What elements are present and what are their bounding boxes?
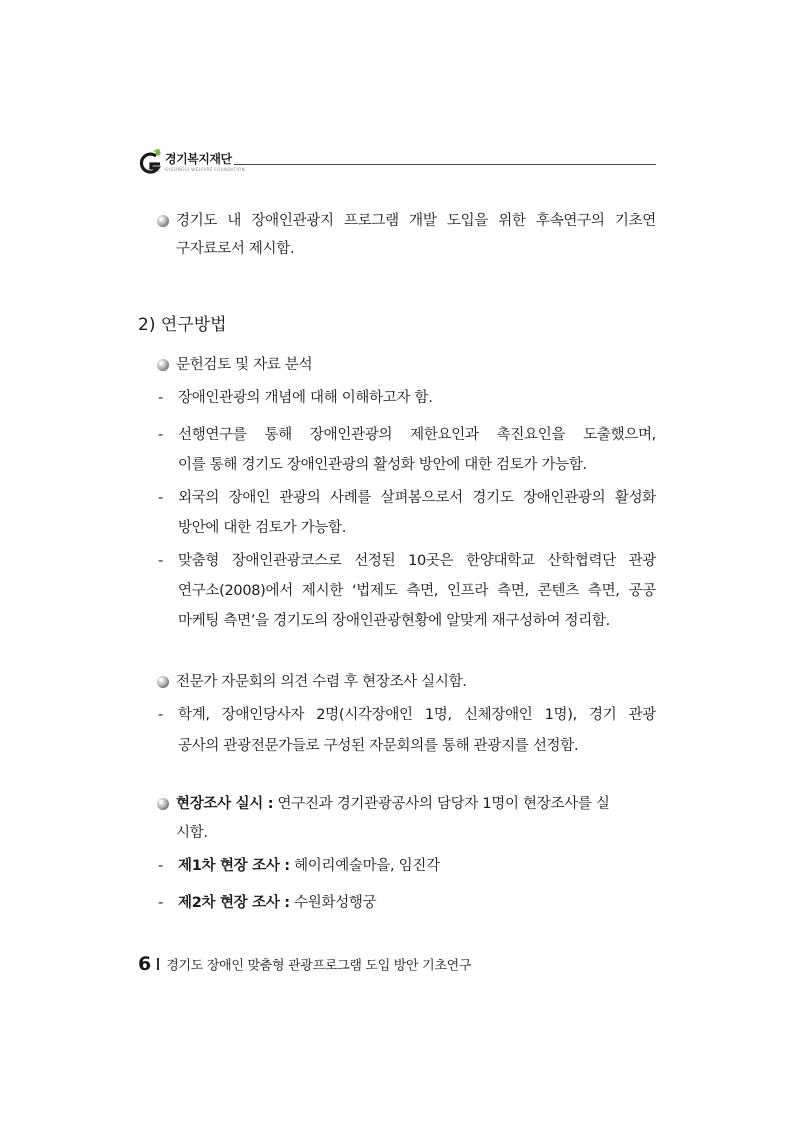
page-header [138,147,656,179]
group1-dash2-line1: 선행연구를 통해 장애인관광의 제한요인과 촉진요인을 도출했으며, [178,427,656,443]
group3-dash1-label: 제1차 현장 조사 : [178,858,290,874]
footer-doc-title: 경기도 장애인 맞춤형 관광프로그램 도입 방안 기초연구 [166,958,472,974]
group1-bullet: 문헌검토 및 자료 분석 [176,357,313,373]
bullet-icon [156,214,170,228]
intro-line-2: 구자료로서 제시함. [176,241,295,257]
group3-dash2-text: 수원화성행궁 [289,895,377,911]
group2-dash1-line1: 학계, 장애인당사자 2명(시각장애인 1명, 신체장애인 1명), 경기 관광 [178,707,656,723]
org-subtitle: GYEONGGI WELFARE FOUNDATION [165,167,245,172]
dash-marker: - [158,390,164,406]
group1-dash1: 장애인관광의 개념에 대해 이해하고자 함. [178,390,433,406]
group3-dash2-label: 제2차 현장 조사 : [178,895,290,911]
group1-dash3-line1: 외국의 장애인 관광의 사례를 살펴봄으로서 경기도 장애인관광의 활성화 [178,490,656,506]
group3-dash1 [178,856,440,876]
bullet-icon [156,675,170,689]
dash-marker: - [158,858,164,874]
footer-divider [157,958,159,970]
dash-marker: - [158,427,164,443]
group3-bullet [176,794,656,814]
group1-dash2-line2: 이를 통해 경기도 장애인관광의 활성화 방안에 대한 검토가 가능함. [178,457,587,473]
group3-dash2 [178,893,376,913]
group3-bullet-line2: 시함. [176,825,208,841]
group3-dash1-text: 헤이리예술마을, 임진각 [289,858,440,874]
dash-marker: - [158,895,164,911]
group1-dash4-line1: 맞춤형 장애인관광코스로 선정된 10곳은 한양대학교 산학협력단 관광 [178,553,656,569]
page-footer [138,953,471,977]
section-title: 2) 연구방법 [138,315,227,335]
page-number: 6 [138,953,152,975]
dash-marker: - [158,490,164,506]
bullet-icon [156,358,170,372]
header-rule [234,164,656,165]
group1-dash3-line2: 방안에 대한 검토가 가능함. [178,520,347,536]
group1-dash4-line3: 마케팅 측면’을 경기도의 장애인관광현황에 알맞게 재구성하여 정리함. [178,613,610,629]
group1-dash4-line2: 연구소(2008)에서 제시한 ‘법제도 측면, 인프라 측면, 콘텐츠 측면, 공공 [178,583,656,599]
foundation-logo-icon [138,149,164,177]
group2-dash1-line2: 공사의 관광전문가들로 구성된 자문회의를 통해 관광지를 선정함. [178,738,579,754]
group2-bullet: 전문가 자문회의 의견 수렴 후 현장조사 실시함. [176,674,467,690]
org-name: 경기복지재단 [165,152,232,166]
intro-line-1: 경기도 내 장애인관광지 프로그램 개발 도입을 위한 후속연구의 기초연 [176,213,656,229]
group3-bullet-text: 연구진과 경기관광공사의 담당자 1명이 현장조사를 실 [273,796,610,812]
bullet-icon [156,797,170,811]
dash-marker: - [158,707,164,723]
dash-marker: - [158,553,164,569]
group3-bullet-label: 현장조사 실시 : [176,796,274,812]
